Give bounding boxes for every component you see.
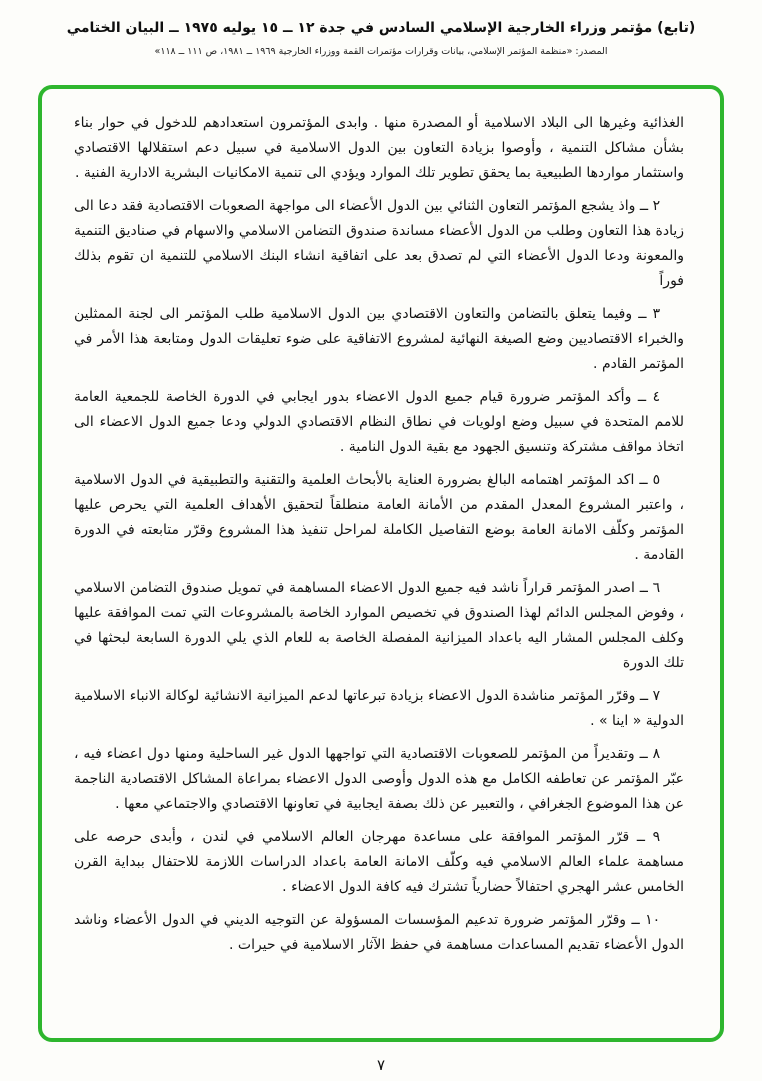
paragraph: الغذائية وغيرها الى البلاد الاسلامية أو المصدرة منها . وابدى المؤتمرون استعدادهم للدخول في حوار بناء بشأن مشاكل التنمية ، وأوصوا بزيادة التعاون بين الدول الاسلامية في سبيل دعم استقلالها الاقتصادي واستثمار مواردها الطبيعية بما يحقق تطوير تلك الموارد ويؤدي الى تنمية الامكانيات البشرية الادارية الفنية . [74,115,684,181]
paragraph: ٨ ــ وتقديراً من المؤتمر للصعوبات الاقتصادية التي تواجهها الدول غير الساحلية ومنها دول اعضاء فيه ، عبّر المؤتمر عن تعاطفه الكامل مع هذه الدول وأوصى الدول الاعضاء بمراعاة المشاكل الاقتصادية الناجمة عن هذا الموضوع الجغرافي ، والتعبير عن ذلك بصفة ايجابية في تعاونها الاقتصادي والاجتماعي معها . [74,746,684,812]
document-title: (تابع) مؤتمر وزراء الخارجية الإسلامي السادس في جدة ١٢ ــ ١٥ يوليه ١٩٧٥ ــ البيان الختامي [66,20,696,36]
paragraph: ٣ ــ وفيما يتعلق بالتضامن والتعاون الاقتصادي بين الدول الاسلامية طلب المؤتمر الى لجنة الممثلين والخبراء الاقتصاديين وضع الصيغة النهائية لمشروع الاتفاقية على ضوء تعليقات الدول ومتابعة هذا الأمر في المؤتمر القادم . [74,306,684,372]
paragraph: ٩ ــ قرّر المؤتمر الموافقة على مساعدة مهرجان العالم الاسلامي في لندن ، وأبدى حرصه على مساهمة علماء العالم الاسلامي فيه وكلّف الامانة العامة باعداد الدراسات اللازمة للاحتفال ببداية القرن الخامس عشر الهجري احتفالاً حضارياً تشترك فيه كافة الدول الاعضاء . [74,829,684,895]
body-text [74,111,684,958]
green-border-frame [38,85,724,1042]
paragraph: ١٠ ــ وقرّر المؤتمر ضرورة تدعيم المؤسسات المسؤولة عن التوجيه الديني في الدول الأعضاء وناشد الدول الأعضاء تقديم المساعدات مساهمة في حفظ الآثار الاسلامية في حيرات . [74,912,684,953]
paragraph: ٥ ــ اكد المؤتمر اهتمامه البالغ بضرورة العناية بالأبحاث العلمية والتقنية والتطبيقية في الدول الاسلامية ، واعتبر المشروع المعدل المقدم من الأمانة العامة منطلقاً لتحقيق الأهداف العلمية التي يحرص عليها المؤتمر وكلّف الامانة العامة بوضع التفاصيل الكاملة لمراحل تنفيذ هذا المشروع وقرّر متابعته في الدورة القادمة . [74,472,684,563]
paragraph: ٦ ــ اصدر المؤتمر قراراً ناشد فيه جميع الدول الاعضاء المساهمة في تمويل صندوق التضامن الاسلامي ، وفوض المجلس الدائم لهذا الصندوق في تخصيص الموارد الخاصة بالمشروعات التي تمت الموافقة عليها وكلف المجلس المشار اليه باعداد الميزانية المفصلة الخاصة به للعام الذي يلي الدورة السابعة لبحثها في تلك الدورة [74,580,684,671]
paragraph: ٧ ــ وقرّر المؤتمر مناشدة الدول الاعضاء بزيادة تبرعاتها لدعم الميزانية الانشائية لوكالة الانباء الاسلامية الدولية « اينا » . [74,688,684,729]
page-header [40,18,722,57]
source-line: المصدر: «منظمة المؤتمر الإسلامي، بيانات وقرارات مؤتمرات القمة ووزراء الخارجية ١٩٦٩ ــ ١٩٨١، ص ١١١ ــ ١١٨» [154,45,608,57]
paragraph: ٤ ــ وأكد المؤتمر ضرورة قيام جميع الدول الاعضاء بدور ايجابي في الدورة الخاصة للجمعية العامة للامم المتحدة في سبيل وضع اولويات في نطاق النظام الاقتصادي الدولي ودعا جميع الدول الاعضاء الى اتخاذ مواقف مشتركة وتنسيق الجهود مع بقية الدول النامية . [74,389,684,455]
paragraph: ٢ ــ واذ يشجع المؤتمر التعاون الثنائي بين الدول الأعضاء الى مواجهة الصعوبات الاقتصادية فقد دعا الى زيادة هذا التعاون وطلب من الدول الأعضاء مساندة صندوق التضامن الاسلامي والاسهام في صناديق التنمية والمعونة ودعا الدول الأعضاء التي لم تصدق بعد على اتفاقية انشاء البنك الاسلامي للتنمية ان تقوم بذلك فوراً [74,198,684,289]
page-number: ٧ [376,1056,386,1074]
